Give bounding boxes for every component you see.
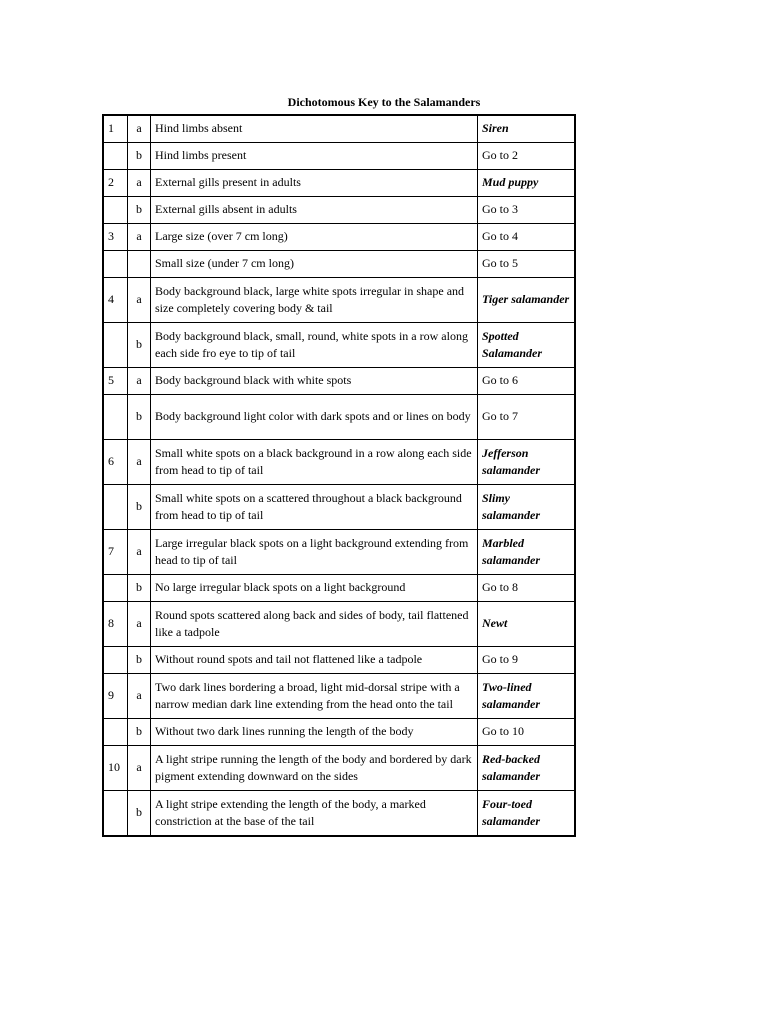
step-number	[103, 575, 128, 602]
key-row	[103, 143, 575, 170]
trait-description: Body background black, large white spots irregular in shape and size completely covering body & tail	[151, 278, 478, 323]
trait-description: Small white spots on a scattered throughout a black background from head to tip of tail	[151, 485, 478, 530]
choice-letter: b	[128, 143, 151, 170]
trait-description: Small size (under 7 cm long)	[151, 251, 478, 278]
go-to-step: Go to 6	[478, 368, 576, 395]
go-to-step: Go to 7	[478, 395, 576, 440]
key-row	[103, 719, 575, 746]
key-row	[103, 197, 575, 224]
step-number: 8	[103, 602, 128, 647]
page-title: Dichotomous Key to the Salamanders	[287, 95, 481, 109]
step-number: 9	[103, 674, 128, 719]
choice-letter: a	[128, 746, 151, 791]
choice-letter: a	[128, 278, 151, 323]
trait-description: A light stripe extending the length of the body, a marked constriction at the base of the tail	[151, 791, 478, 837]
trait-description: Without two dark lines running the length of the body	[151, 719, 478, 746]
go-to-step: Go to 2	[478, 143, 576, 170]
go-to-step: Go to 5	[478, 251, 576, 278]
trait-description: Hind limbs absent	[151, 115, 478, 143]
species-name: Red-backed salamander	[478, 746, 576, 791]
key-row	[103, 674, 575, 719]
choice-letter: a	[128, 674, 151, 719]
choice-letter: b	[128, 395, 151, 440]
step-number: 10	[103, 746, 128, 791]
key-row	[103, 647, 575, 674]
trait-description: Round spots scattered along back and sides of body, tail flattened like a tadpole	[151, 602, 478, 647]
species-name: Four-toed salamander	[478, 791, 576, 837]
choice-letter: b	[128, 575, 151, 602]
choice-letter: b	[128, 647, 151, 674]
step-number: 1	[103, 115, 128, 143]
go-to-step: Go to 8	[478, 575, 576, 602]
species-name: Newt	[478, 602, 576, 647]
choice-letter: b	[128, 719, 151, 746]
step-number: 3	[103, 224, 128, 251]
step-number	[103, 197, 128, 224]
step-number	[103, 485, 128, 530]
trait-description: Two dark lines bordering a broad, light mid-dorsal stripe with a narrow median dark line extending from the head onto the tail	[151, 674, 478, 719]
trait-description: External gills present in adults	[151, 170, 478, 197]
key-row	[103, 440, 575, 485]
trait-description: Body background light color with dark spots and or lines on body	[151, 395, 478, 440]
key-row	[103, 170, 575, 197]
key-row	[103, 323, 575, 368]
go-to-step: Go to 3	[478, 197, 576, 224]
key-row	[103, 251, 575, 278]
species-name: Spotted Salamander	[478, 323, 576, 368]
step-number: 4	[103, 278, 128, 323]
trait-description: Large size (over 7 cm long)	[151, 224, 478, 251]
choice-letter: a	[128, 115, 151, 143]
step-number	[103, 395, 128, 440]
step-number	[103, 143, 128, 170]
choice-letter: b	[128, 791, 151, 837]
species-name: Slimy salamander	[478, 485, 576, 530]
step-number	[103, 791, 128, 837]
trait-description: Small white spots on a black background in a row along each side from head to tip of tail	[151, 440, 478, 485]
key-row	[103, 602, 575, 647]
choice-letter: a	[128, 224, 151, 251]
choice-letter: a	[128, 440, 151, 485]
choice-letter: a	[128, 368, 151, 395]
go-to-step: Go to 9	[478, 647, 576, 674]
step-number	[103, 323, 128, 368]
go-to-step: Go to 10	[478, 719, 576, 746]
go-to-step: Go to 4	[478, 224, 576, 251]
species-name: Jefferson salamander	[478, 440, 576, 485]
key-row	[103, 224, 575, 251]
dichotomous-key-table	[102, 114, 576, 837]
key-row	[103, 395, 575, 440]
choice-letter: a	[128, 530, 151, 575]
key-row	[103, 485, 575, 530]
species-name: Siren	[478, 115, 576, 143]
species-name: Mud puppy	[478, 170, 576, 197]
key-row	[103, 368, 575, 395]
key-row	[103, 115, 575, 143]
species-name: Tiger salamander	[478, 278, 576, 323]
trait-description: External gills absent in adults	[151, 197, 478, 224]
step-number	[103, 647, 128, 674]
step-number: 6	[103, 440, 128, 485]
choice-letter: b	[128, 323, 151, 368]
key-row	[103, 746, 575, 791]
trait-description: Hind limbs present	[151, 143, 478, 170]
trait-description: A light stripe running the length of the body and bordered by dark pigment extending downward on the sides	[151, 746, 478, 791]
step-number: 2	[103, 170, 128, 197]
trait-description: Large irregular black spots on a light background extending from head to tip of tail	[151, 530, 478, 575]
step-number: 5	[103, 368, 128, 395]
key-row	[103, 530, 575, 575]
step-number	[103, 719, 128, 746]
trait-description: No large irregular black spots on a light background	[151, 575, 478, 602]
step-number	[103, 251, 128, 278]
choice-letter	[128, 251, 151, 278]
choice-letter: a	[128, 602, 151, 647]
trait-description: Body background black, small, round, white spots in a row along each side fro eye to tip of tail	[151, 323, 478, 368]
choice-letter: a	[128, 170, 151, 197]
key-row	[103, 278, 575, 323]
key-row	[103, 575, 575, 602]
trait-description: Body background black with white spots	[151, 368, 478, 395]
choice-letter: b	[128, 485, 151, 530]
key-table-body	[103, 115, 575, 836]
species-name: Two-lined salamander	[478, 674, 576, 719]
choice-letter: b	[128, 197, 151, 224]
step-number: 7	[103, 530, 128, 575]
trait-description: Without round spots and tail not flattened like a tadpole	[151, 647, 478, 674]
species-name: Marbled salamander	[478, 530, 576, 575]
key-row	[103, 791, 575, 837]
